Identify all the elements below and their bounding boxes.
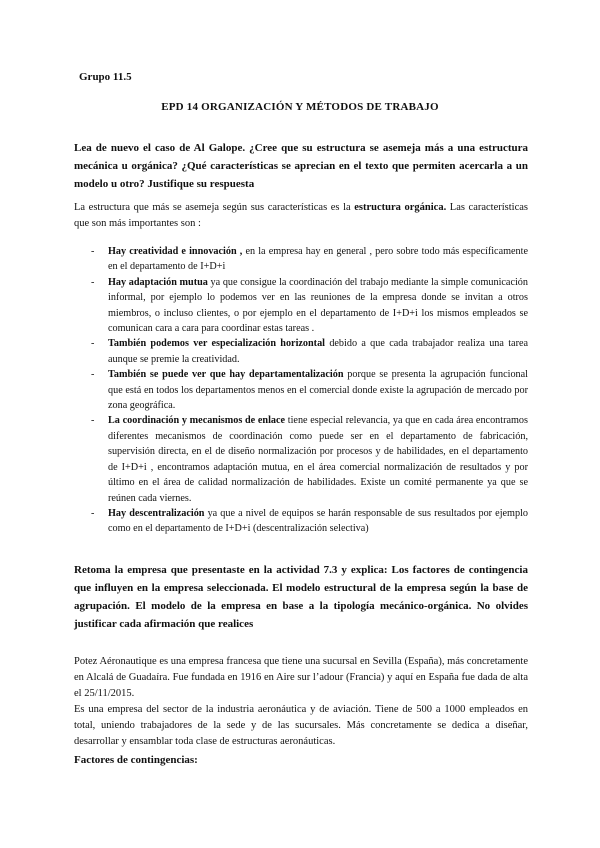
- item-text: tiene especial relevancia, ya que en cada área encontramos diferentes mecanismos de coordinación como puede ser en el departamento de fabricación, supervisión directa, en el de diseño normalización por procesos y de habilidades, en el departamento de I+D+i , encontramos adaptación mutua, en el área comercial normalización de resultados y por último en el área de calidad normalización de habilidades. Existe un comité permanente ya que se reúnen cada viernes.: [108, 415, 528, 504]
- intro-text: La estructura que más se asemeja según sus características es la: [74, 202, 355, 213]
- list-item: [74, 413, 528, 505]
- company-paragraph-2: Es una empresa del sector de la industria aeronáutica y de aviación. Tiene de 500 a 1000 empleados en total, uniendo trabajadores de la sede y de las sucursales. Más concretamente se dedica a diseñar, desarrollar y ensamblar toda clase de estructuras aeronáuticas.: [74, 704, 528, 747]
- item-text: porque se presenta la agrupación funcional que está en todos los departamentos menos en el comercial donde existe la agrupación de mercado por zona geográfica.: [108, 369, 529, 412]
- item-text: debido a que cada trabajador realiza una tarea aunque se premie la creatividad.: [108, 338, 528, 365]
- item-bold: Hay descentralización: [108, 507, 205, 519]
- characteristics-list: [74, 244, 528, 537]
- item-text: ya que a nivel de equipos se harán responsable de sus resultados por ejemplo como en el departamento de I+D+i (descentralización selectiva): [108, 507, 528, 535]
- item-bold: Hay creatividad e innovación ,: [108, 246, 243, 257]
- company-description: [74, 654, 528, 750]
- bullet-dash: -: [91, 415, 95, 427]
- factors-heading: Factores de contingencias:: [74, 754, 198, 766]
- company-paragraph-1: Potez Aéronautique es una empresa francesa que tiene una sucursal en Sevilla (España), más concretamente en Alcalá de Guadaíra. Fue fundada en 1916 en Aire sur l’adour (Francia) y aquí en España fue dada de alta el 25/11/2015.: [74, 656, 528, 699]
- list-item: [74, 275, 528, 337]
- bullet-dash: -: [91, 369, 95, 381]
- intro-tail: Las características que son más importantes son :: [74, 202, 528, 229]
- item-text: ya que consigue la coordinación del trabajo mediante la simple comunicación informal, por ejemplo lo podemos ver en las reuniones de la empresa donde se invitan a otros miembros, o incluso clientes, o por ejemplo en el departamento de I+D+i los mismos empleados se comunican cara a cara para coordinar estas tareas .: [108, 276, 528, 335]
- bullet-dash: -: [91, 338, 95, 350]
- question-2: Retoma la empresa que presentaste en la actividad 7.3 y explica: Los factores de contingencia que influyen en la empresa seleccionada. El modelo estructural de la empresa según la base de agrupación. El modelo de la empresa en base a la tipología mecánico-orgánica. No olvides justificar cada afirmación que realices: [74, 564, 528, 630]
- list-item: [74, 506, 528, 537]
- item-bold: También se puede ver que hay departamentalización: [108, 369, 344, 381]
- question-1: Lea de nuevo el caso de Al Galope. ¿Cree que su estructura se asemeja más a una estructura mecánica u orgánica? ¿Qué características se aprecian en el texto que permiten acercarla a un modelo u otro? Justifique su respuesta: [74, 142, 528, 190]
- bullet-dash: -: [91, 246, 95, 257]
- item-text: en la empresa hay en general , pero sobre todo más específicamente en el departamento de I+D+i: [108, 246, 528, 273]
- bullet-dash: -: [91, 507, 95, 519]
- list-item: [74, 367, 528, 413]
- item-bold: La coordinación y mecanismos de enlace: [108, 415, 286, 427]
- intro-bold: estructura orgánica.: [354, 202, 447, 213]
- list-item: [74, 336, 528, 367]
- item-bold: También podemos ver especialización horizontal: [108, 338, 326, 350]
- list-item: [74, 244, 528, 275]
- document-title: EPD 14 ORGANIZACIÓN Y MÉTODOS DE TRABAJO: [161, 101, 439, 113]
- answer-intro: [74, 200, 528, 232]
- item-bold: Hay adaptación mutua: [108, 276, 208, 288]
- bullet-dash: -: [91, 276, 95, 288]
- group-label: Grupo 11.5: [79, 71, 132, 83]
